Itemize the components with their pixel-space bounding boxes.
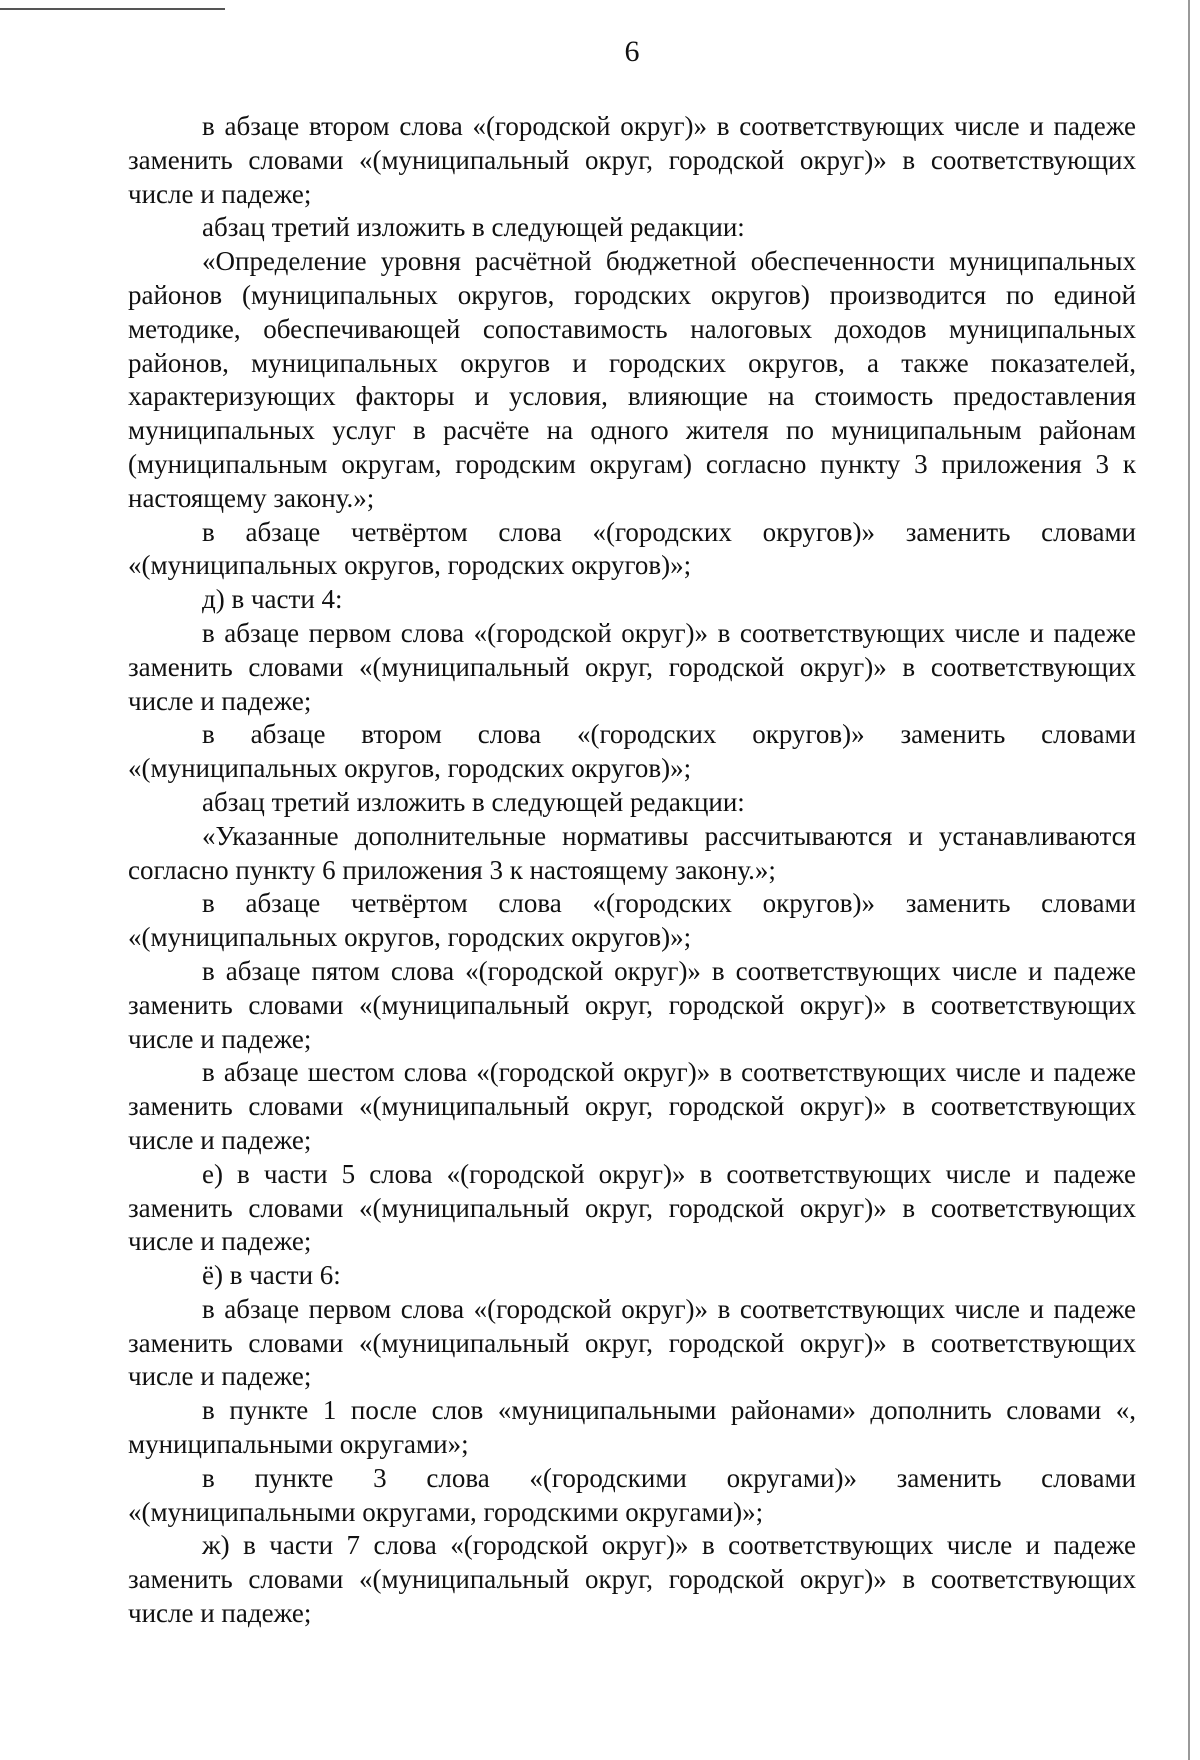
paragraph: ж) в части 7 слова «(городской округ)» в соответствующих числе и падеже заменить словами «(муниципальный округ, городской округ)» в соответствующих числе и падеже; <box>128 1530 1136 1629</box>
paragraph: в абзаце четвёртом слова «(городских округов)» заменить словами «(муниципальных округов, городских округов)»; <box>128 516 1136 581</box>
paragraph: в абзаце втором слова «(городских округов)» заменить словами «(муниципальных округов, городских округов)»; <box>128 719 1136 784</box>
paragraph: в пункте 3 слова «(городскими округами)» заменить словами «(муниципальными округами, городскими округами)»; <box>128 1462 1136 1527</box>
scan-edge-top <box>0 8 225 10</box>
paragraph: в абзаце первом слова «(городской округ)» в соответствующих числе и падеже заменить словами «(муниципальный округ, городской округ)» в соответствующих числе и падеже; <box>128 617 1136 716</box>
paragraph: в абзаце первом слова «(городской округ)» в соответствующих числе и падеже заменить словами «(муниципальный округ, городской округ)» в соответствующих числе и падеже; <box>128 1293 1136 1392</box>
paragraph: ё) в части 6: <box>202 1260 341 1291</box>
paragraph: д) в части 4: <box>202 584 343 615</box>
paragraph: е) в части 5 слова «(городской округ)» в соответствующих числе и падеже заменить словами «(муниципальный округ, городской округ)» в соответствующих числе и падеже; <box>128 1158 1136 1257</box>
scan-edge-right <box>1188 0 1190 1760</box>
paragraph: в абзаце шестом слова «(городской округ)» в соответствующих числе и падеже заменить словами «(муниципальный округ, городской округ)» в соответствующих числе и падеже; <box>128 1057 1136 1155</box>
paragraph: в абзаце четвёртом слова «(городских округов)» заменить словами «(муниципальных округов, городских округов)»; <box>128 888 1136 953</box>
paragraph: абзац третий изложить в следующей редакции: <box>202 786 745 817</box>
document-page <box>128 28 1136 1631</box>
paragraph: «Указанные дополнительные нормативы рассчитываются и устанавливаются согласно пункту 6 приложения 3 к настоящему закону.»; <box>128 820 1136 885</box>
paragraph: абзац третий изложить в следующей редакции: <box>202 212 745 243</box>
paragraph: в абзаце пятом слова «(городской округ)» в соответствующих числе и падеже заменить словами «(муниципальный округ, городской округ)» в соответствующих числе и падеже; <box>128 955 1136 1054</box>
paragraph: в пункте 1 после слов «муниципальными районами» дополнить словами «, муниципальными округами»; <box>128 1395 1136 1460</box>
paragraph: в абзаце втором слова «(городской округ)» в соответствующих числе и падеже заменить словами «(муниципальный округ, городской округ)» в соответствующих числе и падеже; <box>128 111 1136 209</box>
paragraph: «Определение уровня расчётной бюджетной обеспеченности муниципальных районов (муниципальных округов, городских округов) производится по единой методике, обеспечивающей сопоставимость налоговых доходов муниципальных районов, муниципальных округов и городских округов, а также показателей, характеризующих факторы и условия, влияющие на стоимость предоставления муниципальных услуг в расчёте на одного жителя по муниципальным районам (муниципальным округам, городским округам) согласно пункту 3 приложения 3 к настоящему закону.»; <box>128 246 1136 513</box>
page-number: 6 <box>624 35 640 68</box>
